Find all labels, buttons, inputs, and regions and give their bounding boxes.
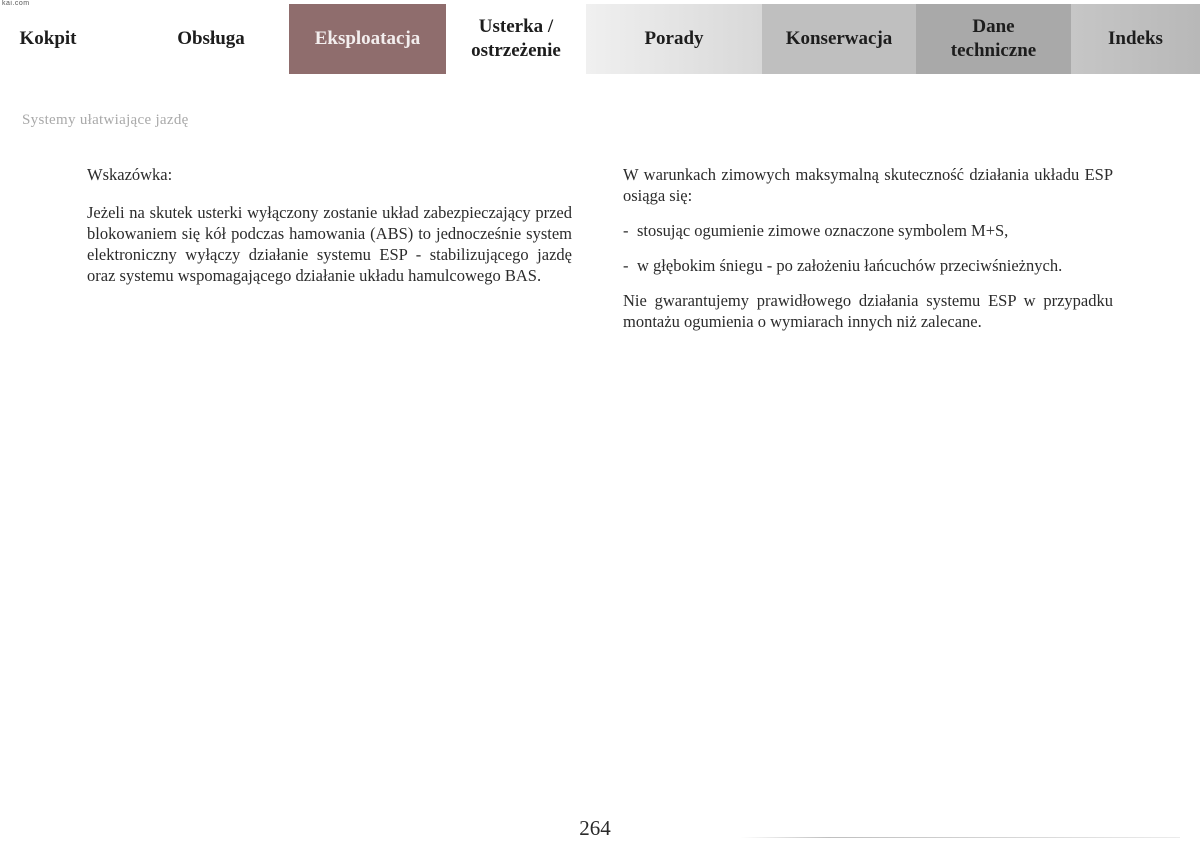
right-column bbox=[623, 164, 1113, 346]
bullet-dash-icon: - bbox=[623, 256, 629, 275]
tab-indeks[interactable] bbox=[1071, 4, 1200, 74]
note-paragraph: Jeżeli na skutek usterki wyłączony zostanie układ zabezpieczający przed blokowaniem się kół podczas hamowania (ABS) to jednocześnie system elektroniczny wyłączy działanie systemu ESP - stabilizującego jazdę oraz systemu wspomagającego działanie układu hamulcowego BAS. bbox=[87, 203, 572, 285]
closing-paragraph: Nie gwarantujemy prawidłowego działania systemu ESP w przypadku montażu ogumienia o wymiarach innych niż zalecane. bbox=[623, 291, 1113, 331]
tab-konserwacja[interactable] bbox=[762, 4, 916, 74]
intro-paragraph: W warunkach zimowych maksymalną skuteczność działania układu ESP osiąga się: bbox=[623, 165, 1113, 205]
tab-label-line2: techniczne bbox=[950, 40, 1037, 61]
tab-label: Konserwacja bbox=[785, 28, 893, 49]
tab-label bbox=[951, 15, 1036, 63]
tab-label-line2: ostrzeżenie bbox=[471, 40, 561, 61]
bullet-dash-icon: - bbox=[623, 221, 629, 240]
tab-porady[interactable] bbox=[586, 4, 762, 74]
tab-label: Porady bbox=[644, 28, 704, 49]
tab-label: Indeks bbox=[1108, 28, 1163, 49]
chapter-tabs bbox=[0, 4, 1200, 74]
tab-label: Kokpit bbox=[19, 28, 77, 49]
tab-eksploatacja[interactable] bbox=[289, 4, 446, 74]
tab-label-line1: Usterka / bbox=[478, 16, 554, 37]
list-item-text: stosując ogumienie zimowe oznaczone symbolem M+S, bbox=[637, 221, 1009, 240]
bullet-list bbox=[623, 220, 1113, 276]
tab-label: Obsługa bbox=[177, 28, 245, 49]
tab-label bbox=[471, 15, 561, 63]
note-heading: Wskazówka: bbox=[87, 165, 173, 184]
bottom-rule bbox=[740, 837, 1180, 838]
watermark: kai.com bbox=[2, 0, 30, 7]
section-title: Systemy ułatwiające jazdę bbox=[22, 112, 189, 128]
page-number: 264 bbox=[579, 816, 611, 840]
tab-label-line1: Dane bbox=[972, 16, 1015, 37]
left-column bbox=[87, 164, 572, 300]
tab-obsluga[interactable] bbox=[152, 4, 270, 74]
tab-usterka-ostrzezenie[interactable] bbox=[446, 4, 586, 74]
tab-kokpit[interactable] bbox=[0, 4, 96, 74]
list-item-text: w głębokim śniegu - po założeniu łańcuchów przeciwśnieżnych. bbox=[637, 256, 1063, 275]
tab-dane-techniczne[interactable] bbox=[916, 4, 1071, 74]
tab-label: Eksploatacja bbox=[314, 28, 421, 49]
list-item bbox=[623, 255, 1113, 276]
list-item bbox=[623, 220, 1113, 241]
